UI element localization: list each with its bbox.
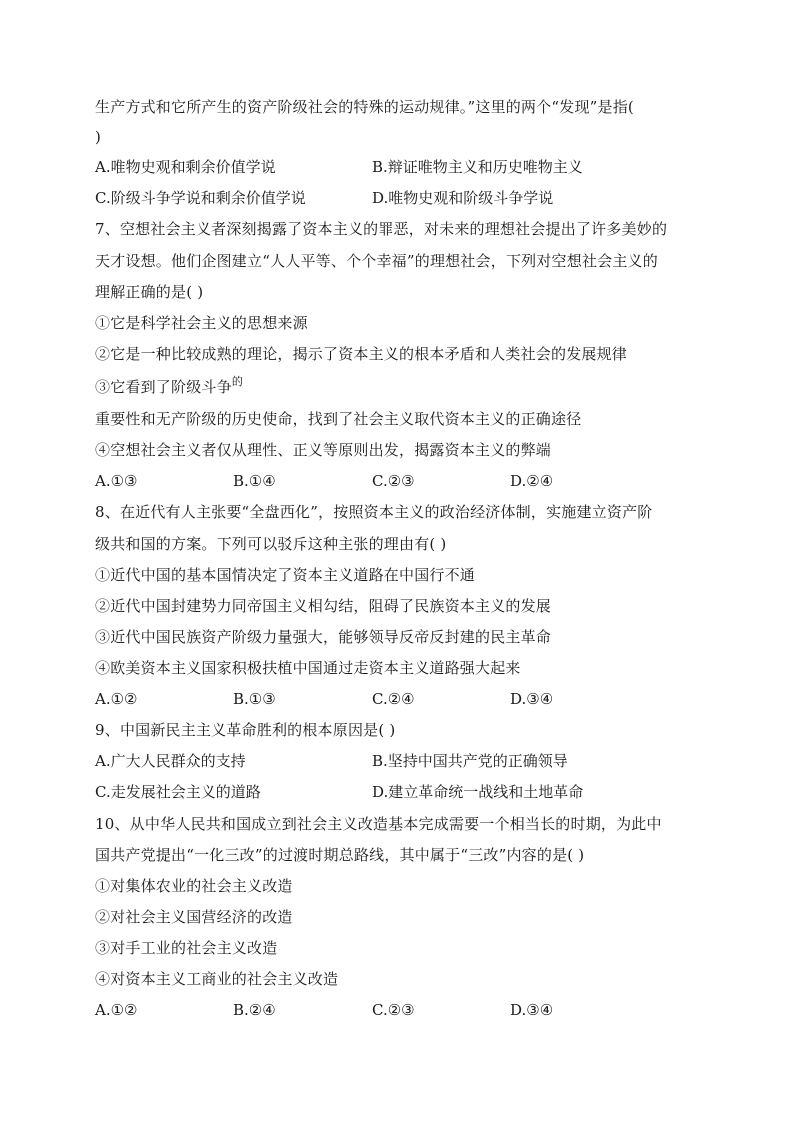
q7-option-c: C.②③ [372, 472, 415, 490]
q6-option-b: B.辩证唯物主义和历史唯物主义 [372, 158, 583, 176]
q10-option-d: D.③④ [510, 1001, 554, 1019]
q6-option-a: A.唯物史观和剩余价值学说 [95, 158, 276, 176]
q8-stem-line-1: 8、在近代有人主张要“全盘西化”，按照资本主义的政治经济体制，实施建立资产阶 [95, 503, 653, 521]
q7-option-b: B.①④ [233, 472, 276, 490]
q7-item-1: ①它是科学社会主义的思想来源 [95, 314, 308, 332]
q6-option-d: D.唯物史观和阶级斗争学说 [372, 189, 554, 207]
q7-stem-line-1: 7、空想社会主义者深刻揭露了资本主义的罪恶，对未来的理想社会提出了许多美妙的 [95, 220, 668, 238]
q7-item-3 [95, 377, 243, 399]
q7-stem-line-3: 理解正确的是( ) [95, 283, 204, 301]
q9-stem: 9、中国新民主主义革命胜利的根本原因是( ) [95, 721, 396, 739]
q7-option-d: D.②④ [510, 472, 554, 490]
q6-text-line-1: 生产方式和它所产生的资产阶级社会的特殊的运动规律。”这里的两个“发现”是指( [95, 98, 634, 116]
q7-item-3-text: ③它看到了阶级斗争 [95, 378, 232, 396]
q9-option-c: C.走发展社会主义的道路 [95, 783, 261, 801]
q8-stem-line-2: 级共和国的方案。下列可以驳斥这种主张的理由有( ) [95, 535, 447, 553]
q9-option-d: D.建立革命统一战线和土地革命 [372, 783, 584, 801]
q10-stem-line-1: 10、从中华人民共和国成立到社会主义改造基本完成需要一个相当长的时期，为此中 [95, 815, 662, 833]
q10-option-b: B.②④ [233, 1001, 276, 1019]
q10-option-c: C.②③ [372, 1001, 415, 1019]
q7-item-2: ②它是一种比较成熟的理论，揭示了资本主义的根本矛盾和人类社会的发展规律 [95, 345, 628, 363]
q8-option-a: A.①② [95, 690, 138, 708]
q8-item-2: ②近代中国封建势力同帝国主义相勾结，阻碍了民族资本主义的发展 [95, 597, 552, 615]
q9-option-b: B.坚持中国共产党的正确领导 [372, 752, 568, 770]
q8-option-c: C.②④ [372, 690, 415, 708]
q10-option-a: A.①② [95, 1001, 138, 1019]
q8-option-b: B.①③ [233, 690, 276, 708]
q6-option-c: C.阶级斗争学说和剩余价值学说 [95, 189, 306, 207]
q8-item-1: ①近代中国的基本国情决定了资本主义道路在中国行不通 [95, 566, 476, 584]
q8-item-3: ③近代中国民族资产阶级力量强大，能够领导反帝反封建的民主革命 [95, 628, 552, 646]
q7-option-a: A.①③ [95, 472, 138, 490]
q10-item-4: ④对资本主义工商业的社会主义改造 [95, 970, 339, 988]
q7-item-4: ④空想社会主义者仅从理性、正义等原则出发，揭露资本主义的弊端 [95, 441, 552, 459]
q6-text-line-2: ) [95, 128, 102, 146]
q8-option-d: D.③④ [510, 690, 554, 708]
q7-item-3-continued: 重要性和无产阶级的历史使命，找到了社会主义取代资本主义的正确途径 [95, 410, 582, 428]
q10-item-2: ②对社会主义国营经济的改造 [95, 908, 293, 926]
q10-item-3: ③对手工业的社会主义改造 [95, 939, 278, 957]
q9-option-a: A.广大人民群众的支持 [95, 752, 246, 770]
q7-item-3-superscript: 的 [231, 375, 244, 388]
q10-item-1: ①对集体农业的社会主义改造 [95, 877, 293, 895]
q8-item-4: ④欧美资本主义国家积极扶植中国通过走资本主义道路强大起来 [95, 659, 521, 677]
q10-stem-line-2: 国共产党提出“一化三改”的过渡时期总路线，其中属于“三改”内容的是( ) [95, 846, 585, 864]
q7-stem-line-2: 天才设想。他们企图建立“人人平等、个个幸福”的理想社会，下列对空想社会主义的 [95, 252, 658, 270]
